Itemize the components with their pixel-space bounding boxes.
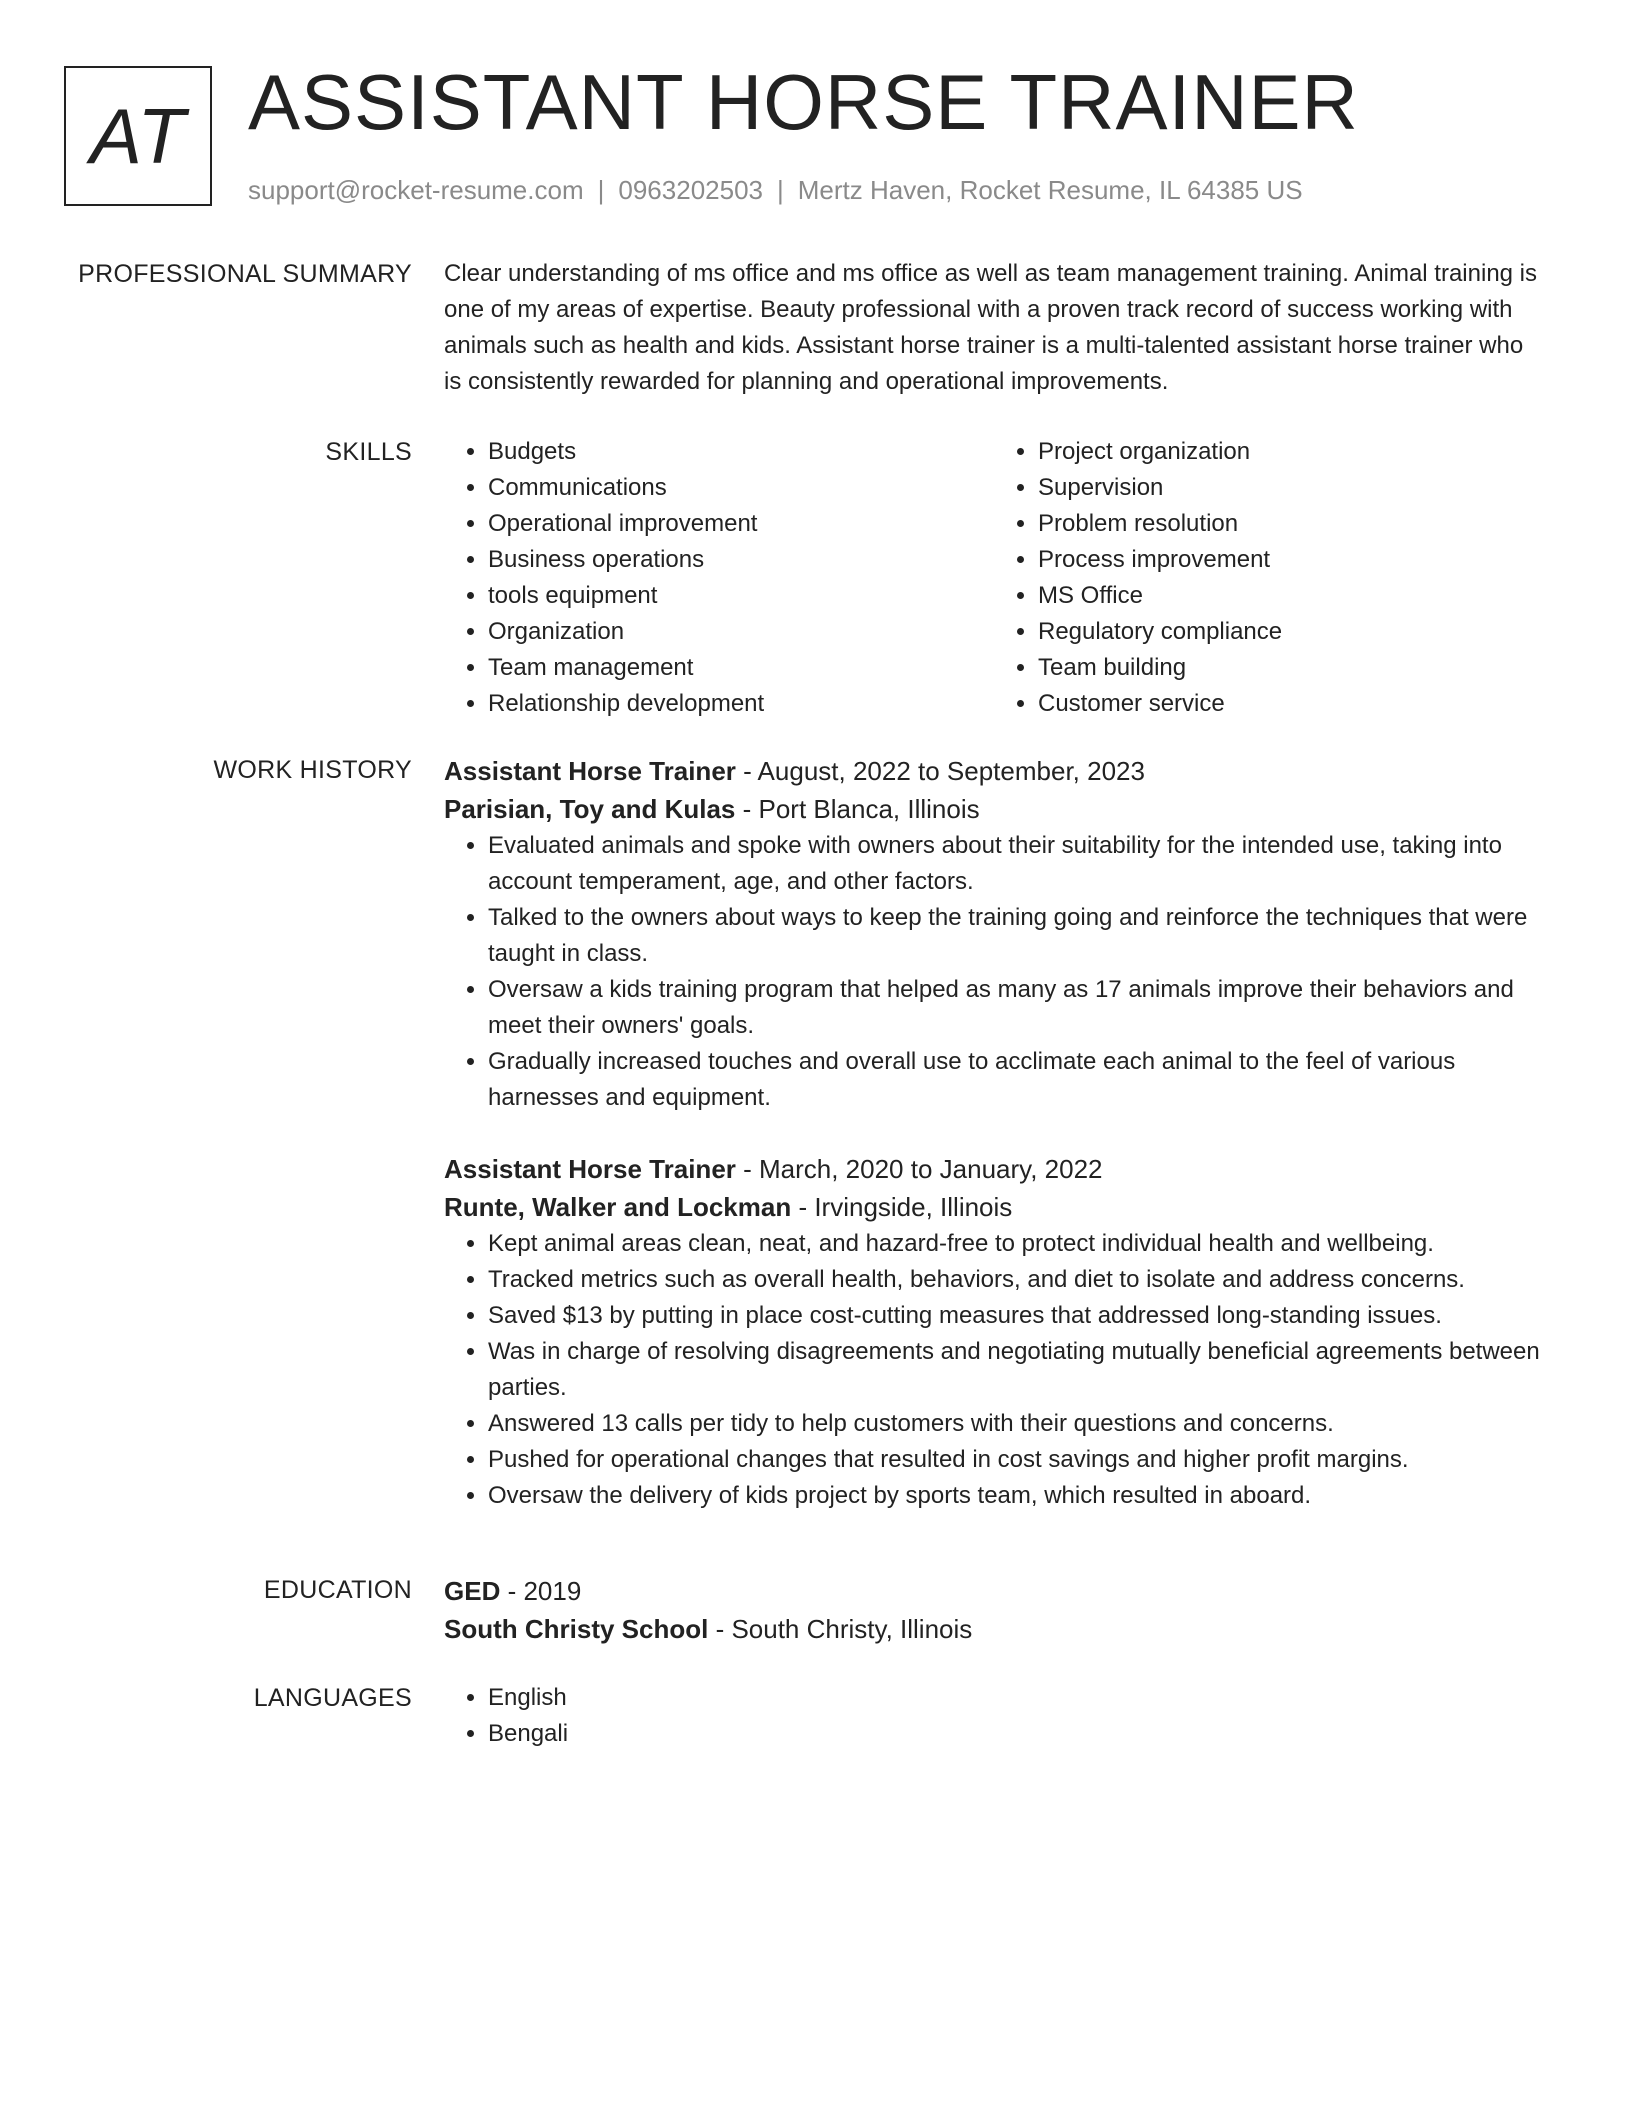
- job-location: - Port Blanca, Illinois: [735, 794, 980, 824]
- section-label-languages: LANGUAGES: [253, 1684, 412, 1712]
- skill-item: • Team management: [488, 650, 994, 686]
- summary-body: [444, 256, 1544, 400]
- section-label-work-history: WORK HISTORY: [213, 756, 412, 784]
- languages-body: [444, 1680, 1544, 1752]
- contact-address: Mertz Haven, Rocket Resume, IL 64385 US: [797, 175, 1303, 205]
- skill-item: • MS Office: [1038, 578, 1544, 614]
- skill-item: • Operational improvement: [488, 506, 994, 542]
- contact-phone[interactable]: 0963202503: [618, 175, 763, 205]
- skills-body: [444, 434, 1544, 722]
- job-bullet: • Gradually increased touches and overall use to acclimate each animal to the feel of various harnesses and equipment.: [488, 1044, 1544, 1116]
- monogram-initials: AT: [90, 91, 186, 180]
- education-degree-line: [444, 1572, 1544, 1610]
- job-title-line: [444, 1150, 1544, 1188]
- job-title: Assistant Horse Trainer: [444, 1154, 736, 1184]
- skill-item: • Problem resolution: [1038, 506, 1544, 542]
- skill-item: • Process improvement: [1038, 542, 1544, 578]
- job-bullet-list: [444, 828, 1544, 1116]
- contact-line: [248, 174, 1303, 206]
- skill-item: • Business operations: [488, 542, 994, 578]
- education-year: - 2019: [500, 1576, 582, 1606]
- skill-item: • Organization: [488, 614, 994, 650]
- job-bullet: • Oversaw the delivery of kids project by sports team, which resulted in aboard.: [488, 1478, 1544, 1514]
- section-label-summary: PROFESSIONAL SUMMARY: [78, 260, 412, 288]
- job-bullet: • Saved $13 by putting in place cost-cutting measures that addressed long-standing issues.: [488, 1298, 1544, 1334]
- job-company-line: [444, 1188, 1544, 1226]
- language-item: • Bengali: [488, 1716, 1544, 1752]
- skill-item: • Team building: [1038, 650, 1544, 686]
- job-company: Runte, Walker and Lockman: [444, 1192, 792, 1222]
- job-bullet: • Was in charge of resolving disagreements and negotiating mutually beneficial agreements between parties.: [488, 1334, 1544, 1406]
- job-location: - Irvingside, Illinois: [791, 1192, 1013, 1222]
- job-bullet: • Pushed for operational changes that resulted in cost savings and higher profit margins.: [488, 1442, 1544, 1478]
- monogram-logo: [64, 66, 212, 206]
- skill-item: • Project organization: [1038, 434, 1544, 470]
- job-bullet: • Talked to the owners about ways to keep the training going and reinforce the techniques that were taught in class.: [488, 900, 1544, 972]
- education-location: - South Christy, Illinois: [708, 1614, 973, 1644]
- education-school: South Christy School: [444, 1614, 709, 1644]
- education-body: [444, 1572, 1544, 1648]
- skill-item: • Regulatory compliance: [1038, 614, 1544, 650]
- job-bullet: • Tracked metrics such as overall health, behaviors, and diet to isolate and address concerns.: [488, 1262, 1544, 1298]
- candidate-title: ASSISTANT HORSE TRAINER: [248, 58, 1359, 146]
- skill-item: • Relationship development: [488, 686, 994, 722]
- job-bullet: • Kept animal areas clean, neat, and hazard-free to protect individual health and wellbeing.: [488, 1226, 1544, 1262]
- job-bullet-list: [444, 1226, 1544, 1514]
- contact-separator: |: [777, 175, 784, 205]
- summary-text: Clear understanding of ms office and ms office as well as team management training. Animal training is one of my areas of expertise. Beauty professional with a proven track record of success working with animals such as health and kids. Assistant horse trainer is a multi-talented assistant horse trainer who is consistently rewarded for planning and operational improvements.: [444, 260, 1538, 395]
- skill-item: • Customer service: [1038, 686, 1544, 722]
- job-bullet: • Oversaw a kids training program that helped as many as 17 animals improve their behaviors and meet their owners' goals.: [488, 972, 1544, 1044]
- languages-list: [444, 1680, 1544, 1752]
- job-entry: [444, 752, 1544, 1116]
- job-entry: [444, 1150, 1544, 1514]
- language-item: • English: [488, 1680, 1544, 1716]
- job-dates: - March, 2020 to January, 2022: [735, 1154, 1103, 1184]
- skill-item: • Supervision: [1038, 470, 1544, 506]
- job-company-line: [444, 790, 1544, 828]
- contact-separator: |: [597, 175, 605, 205]
- skill-item: • tools equipment: [488, 578, 994, 614]
- job-bullet: • Evaluated animals and spoke with owners about their suitability for the intended use, taking into account temperament, age, and other factors.: [488, 828, 1544, 900]
- skill-item: • Budgets: [488, 434, 994, 470]
- education-school-line: [444, 1610, 1544, 1648]
- skills-list-right: [994, 434, 1544, 722]
- job-company: Parisian, Toy and Kulas: [444, 794, 736, 824]
- job-title: Assistant Horse Trainer: [444, 756, 736, 786]
- section-label-skills: SKILLS: [325, 438, 412, 466]
- job-title-line: [444, 752, 1544, 790]
- skills-list-left: [444, 434, 994, 722]
- contact-email[interactable]: support@rocket-resume.com: [248, 175, 584, 205]
- job-bullet: • Answered 13 calls per tidy to help customers with their questions and concerns.: [488, 1406, 1544, 1442]
- education-degree: GED: [444, 1576, 501, 1606]
- skill-item: • Communications: [488, 470, 994, 506]
- job-dates: - August, 2022 to September, 2023: [735, 756, 1145, 786]
- work-history-body: [444, 752, 1544, 1530]
- section-label-education: EDUCATION: [263, 1576, 412, 1604]
